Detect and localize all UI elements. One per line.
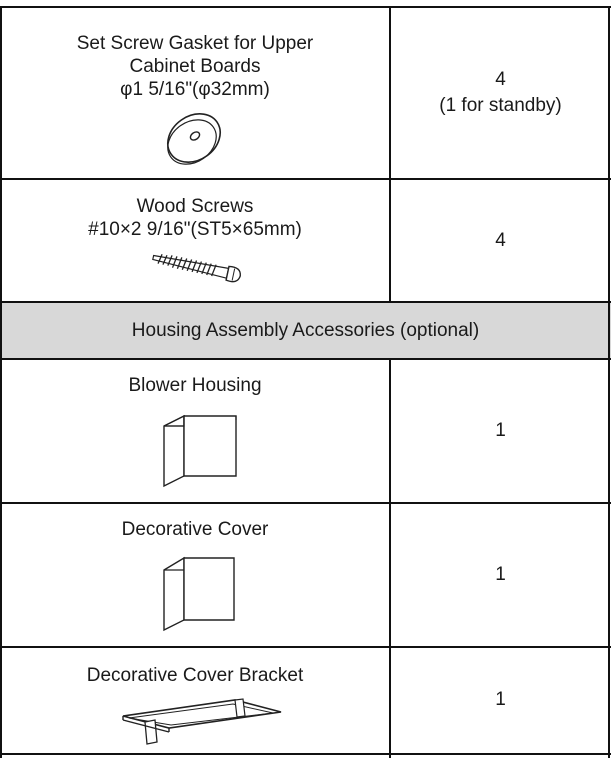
table-border bbox=[389, 6, 391, 303]
wood-screw-icon bbox=[148, 248, 248, 288]
blower-housing-icon bbox=[158, 410, 240, 490]
item-name bbox=[0, 8, 390, 101]
table-border bbox=[0, 358, 611, 360]
table-border bbox=[389, 358, 391, 758]
item-description-cell bbox=[0, 8, 390, 178]
item-quantity: 1 bbox=[495, 420, 506, 441]
table-border bbox=[0, 6, 611, 8]
item-name bbox=[0, 648, 390, 687]
table-border bbox=[0, 301, 611, 303]
item-description-cell bbox=[0, 180, 390, 302]
table-row bbox=[0, 360, 611, 502]
table-border bbox=[0, 358, 2, 758]
table-border bbox=[0, 502, 611, 504]
item-description-cell bbox=[0, 504, 390, 646]
table-border bbox=[608, 6, 610, 758]
item-name-line: Set Screw Gasket for Upper bbox=[76, 33, 314, 54]
item-quantity-cell bbox=[390, 8, 611, 178]
item-name-line: Cabinet Boards bbox=[129, 56, 261, 77]
table-row bbox=[0, 8, 611, 178]
item-quantity: 4 bbox=[495, 230, 506, 251]
gasket-washer-icon bbox=[163, 106, 227, 170]
cover-bracket-icon bbox=[115, 692, 285, 748]
item-quantity-note: (1 for standby) bbox=[439, 95, 562, 116]
item-name bbox=[0, 504, 390, 541]
item-quantity-cell bbox=[390, 180, 611, 302]
item-name bbox=[0, 360, 390, 397]
item-name bbox=[0, 180, 390, 241]
item-size-line: φ1 5/16"(φ32mm) bbox=[120, 79, 270, 100]
table-border bbox=[0, 753, 611, 755]
table-row bbox=[0, 648, 611, 752]
item-name-line: Decorative Cover bbox=[121, 519, 269, 540]
item-name-line: Wood Screws bbox=[136, 196, 254, 217]
item-quantity-cell bbox=[390, 360, 611, 502]
item-description-cell bbox=[0, 648, 390, 752]
table-border bbox=[0, 178, 611, 180]
item-description-cell bbox=[0, 360, 390, 502]
item-name-line: Blower Housing bbox=[128, 375, 262, 396]
table-row bbox=[0, 504, 611, 646]
table-border bbox=[0, 6, 2, 303]
item-quantity: 1 bbox=[495, 564, 506, 585]
table-border bbox=[0, 646, 611, 648]
item-quantity-cell bbox=[390, 504, 611, 646]
item-quantity-cell bbox=[390, 648, 611, 752]
item-quantity: 4 bbox=[495, 69, 506, 90]
item-quantity: 1 bbox=[495, 689, 506, 710]
item-name-line: Decorative Cover Bracket bbox=[86, 665, 304, 686]
table-border bbox=[0, 301, 2, 360]
decorative-cover-icon bbox=[158, 552, 240, 634]
item-size-line: #10×2 9/16"(ST5×65mm) bbox=[88, 219, 302, 240]
section-header: Housing Assembly Accessories (optional) bbox=[0, 303, 611, 358]
table-row bbox=[0, 180, 611, 302]
